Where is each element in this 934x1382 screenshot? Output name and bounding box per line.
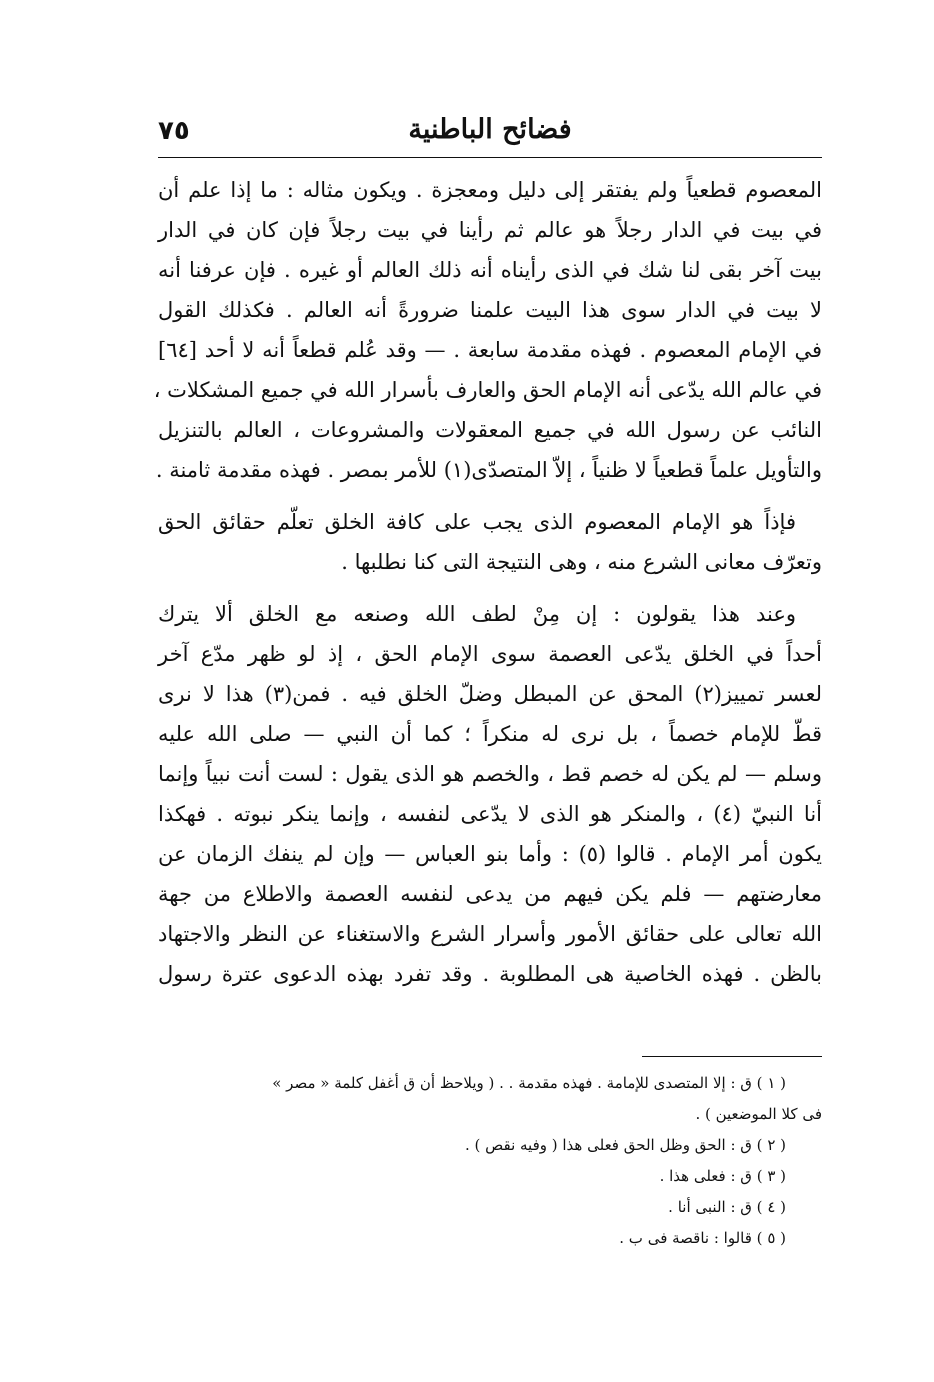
- text-line: معارضتهم — فلم يكن فيهم من يدعى لنفسه العصمة والاطلاع من جهة: [158, 882, 822, 906]
- text-line: النائب عن رسول الله في جميع المعقولات والمشروعات ، العالم بالتنزيل: [158, 418, 822, 442]
- footnote-rule: [642, 1056, 822, 1057]
- text-line: في عالم الله يدّعى أنه الإمام الحق والعارف بأسرار الله في جميع المشكلات ،: [153, 378, 822, 402]
- footnote: ( ٣ ) ق : فعلى هذا .: [659, 1167, 786, 1185]
- text-line: الله تعالى على حقائق الأمور وأسرار الشرع والاستغناء عن النظر والاجتهاد: [158, 922, 822, 946]
- page-number: ٧٥: [158, 116, 190, 146]
- text-line: وسلم — لم يكن له خصم قط ، والخصم هو الذى يقول : لست أنت نبياً وإنما: [158, 762, 822, 786]
- text-line: بيت آخر بقى لنا شك في الذى رأيناه أنه ذلك العالم أو غيره . فإن عرفنا أنه: [158, 258, 822, 282]
- footnote: ( ٤ ) ق : النبى أنا .: [668, 1198, 786, 1216]
- footnote: ( ٢ ) ق : الحق وظل الحق فعلى هذا ( وفيه نقص ) .: [464, 1136, 786, 1154]
- text-line: في الإمام المعصوم . فهذه مقدمة سابعة . — وقد عُلم قطعاً أنه لا أحد [٦٤]: [158, 338, 822, 362]
- text-line: فإذاً هو الإمام المعصوم الذى يجب على كافة الخلق تعلّم حقائق الحق: [158, 510, 796, 534]
- text-line: لعسر تمييز(٢) المحق عن المبطل وضلّ الخلق فيه . فمن(٣) هذا لا نرى: [158, 682, 822, 706]
- paragraph-gap: [158, 582, 822, 594]
- footnote: ( ٥ ) قالوا : ناقصة فى ب .: [619, 1229, 786, 1247]
- text-line: في بيت في الدار رجلاً هو عالم ثم رأينا في بيت رجلاً فإن كان في الدار: [158, 218, 822, 242]
- running-title: فضائح الباطنية: [408, 114, 572, 145]
- text-line: بالظن . فهذه الخاصية هى المطلوبة . وقد تفرد بهذه الدعوى عترة رسول: [158, 962, 822, 986]
- footnote: ( ١ ) ق : إلا المتصدى للإمامة . فهذه مقدمة . . ( ويلاحظ أن ق أغفل كلمة « مصر »: [272, 1074, 786, 1092]
- text-line: أنا النبيّ (٤) ، والمنكر هو الذى لا يدّعى لنفسه ، وإنما ينكر نبوته . فهكذا: [158, 802, 823, 826]
- text-line: والتأويل علماً قطعياً لا ظنياً ، إلاّ المتصدّى(١) للأمر بمصر . فهذه مقدمة ثامنة .: [155, 458, 822, 482]
- main-text: [153, 170, 823, 994]
- text-line: لا بيت في الدار سوى هذا البيت علمنا ضرورةً أنه العالم . فكذلك القول: [158, 298, 822, 322]
- footnotes: [158, 1068, 822, 1254]
- header-rule: [158, 157, 822, 158]
- text-line: وعند هذا يقولون : إن مِنْ لطف الله وصنعه مع الخلق ألا يترك: [158, 602, 796, 626]
- footnote-continuation: فى كلا الموضعين ) .: [695, 1105, 822, 1123]
- text-line: يكون أمر الإمام . قالوا (٥) : وأما بنو العباس — وإن لم ينفك الزمان عن: [158, 842, 822, 866]
- text-line: المعصوم قطعياً ولم يفتقر إلى دليل ومعجزة . ويكون مثاله : ما إذا علم أن: [158, 178, 822, 202]
- text-line: أحداً في الخلق يدّعى العصمة سوى الإمام الحق ، إذ لو ظهر مدّع آخر: [158, 642, 822, 666]
- text-line: وتعرّف معانى الشرع منه ، وهى النتيجة التى كنا نطلبها .: [341, 550, 822, 574]
- paragraph-gap: [158, 490, 822, 502]
- page-header: [158, 110, 822, 162]
- text-line: قطّ للإمام خصماً ، بل نرى له منكراً ؛ كما أن النبي — صلى الله عليه: [158, 722, 822, 746]
